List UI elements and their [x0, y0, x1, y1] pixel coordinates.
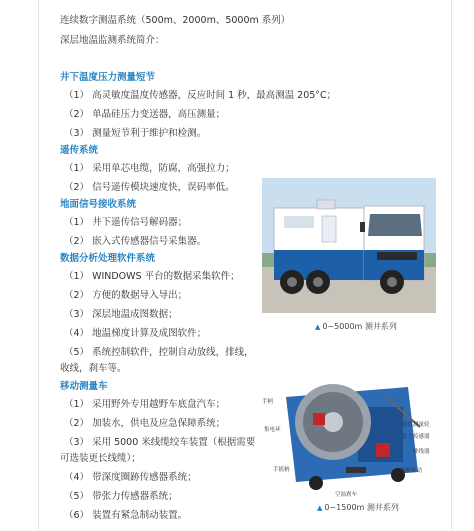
- document-subtitle: 深层地温监测系统简介：: [60, 35, 165, 46]
- list-item: （2） 方便的数据导入导出；: [64, 290, 188, 301]
- winch-label-handle: 手柄: [262, 399, 274, 405]
- list-item-continuation: 收线，刹车等。: [60, 363, 127, 374]
- list-item: （3） 采用 5000 米线缆绞车装置（根据需要: [64, 437, 256, 448]
- section-heading-software: 数据分析处理软件系统: [60, 253, 156, 264]
- page-right-rule: [451, 0, 452, 531]
- winch-caption-text: 0~1500m 测井系列: [324, 503, 399, 512]
- winch-label-spooler: 排线器: [413, 449, 430, 455]
- triangle-bullet-icon: ▲: [317, 504, 323, 512]
- winch-label-oil-brake: 空油刹车: [335, 492, 358, 498]
- triangle-bullet-icon: ▲: [315, 323, 321, 331]
- section-heading-telemetry: 遥传系统: [60, 145, 99, 156]
- winch-caption: [317, 502, 399, 513]
- winch-label-slip-ring: 集电环: [264, 427, 281, 433]
- list-item: （2） 单晶硅压力变送器，高压测量；: [64, 109, 226, 120]
- list-item: （1） 采用野外专用越野车底盘汽车；: [64, 399, 226, 410]
- list-item: （2） 信号遥传模块速度快，误码率低。: [64, 182, 235, 193]
- list-item: （1） 采用单芯电缆，防腐，高强拉力；: [64, 163, 235, 174]
- winch-label-tension-sensor: 张力传感器: [402, 434, 430, 440]
- truck-caption: [315, 321, 397, 332]
- winch-label-depth-wheel: 深度测量轮: [402, 422, 430, 428]
- list-item: （1） 井下遥传信号解码器；: [64, 217, 188, 228]
- list-item: （5） 系统控制软件，控制自动放线，排线，: [64, 347, 254, 358]
- list-item: （6） 装置有紧急制动装置。: [64, 510, 188, 521]
- winch-label-motor-drive: 电机驱动: [400, 468, 423, 474]
- list-item-continuation: 可选装更长线缆）；: [60, 453, 141, 464]
- page-left-rule: [38, 0, 39, 531]
- list-item: （5） 带张力传感器系统；: [64, 491, 178, 502]
- document-title: 连续数字测温系统（500m、2000m、5000m 系列）: [60, 15, 291, 26]
- winch-label-crank: 手摇柄: [273, 467, 290, 473]
- list-item: （2） 嵌入式传感器信号采集器。: [64, 236, 207, 247]
- logging-truck-image: [262, 178, 436, 313]
- list-item: （3） 深层地温成图数据；: [64, 309, 178, 320]
- list-item: （3） 测量短节利于维护和检测。: [64, 128, 207, 139]
- truck-caption-text: 0~5000m 测井系列: [322, 322, 397, 331]
- section-heading-vehicle: 移动测量车: [60, 381, 108, 392]
- section-heading-surface-receiver: 地面信号接收系统: [60, 199, 137, 210]
- list-item: （4） 带深度圈跡传感器系统；: [64, 472, 197, 483]
- list-item: （1） 高灵敏度温度传感器，反应时间 1 秒，最高测温 205°C；: [64, 90, 337, 101]
- list-item: （4） 地温梯度计算及成图软件；: [64, 328, 207, 339]
- list-item: （1） WINDOWS 平台的数据采集软件；: [64, 271, 240, 282]
- section-heading-downhole: 井下温度压力测量短节: [60, 72, 156, 83]
- list-item: （2） 加装水，供电及应急保障系统；: [64, 418, 226, 429]
